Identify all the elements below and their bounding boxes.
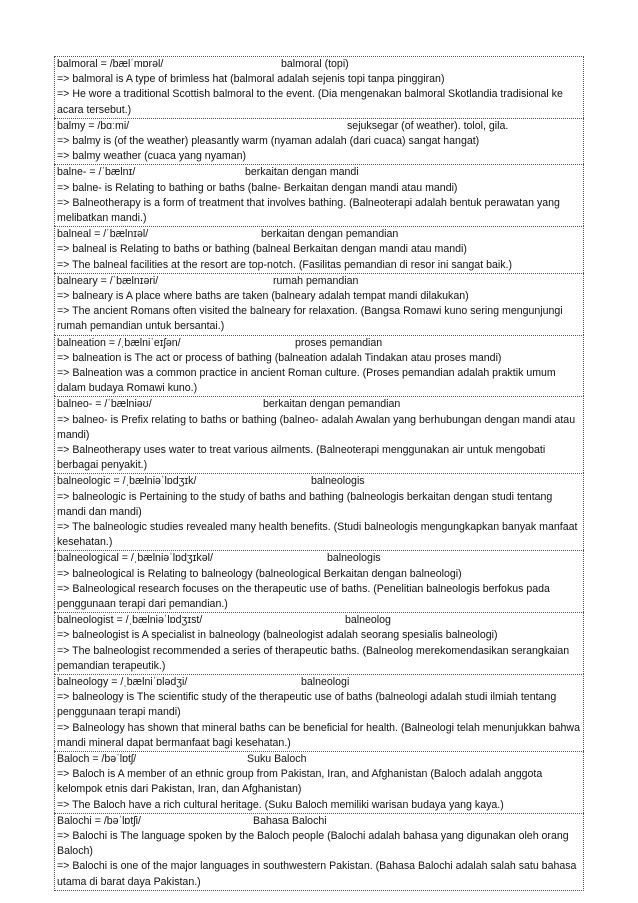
entry-example: => The balneologic studies revealed many health benefits. (Studi balneologis mengungkapkan banyak manfaat kesehatan.) [57, 520, 578, 549]
entry-term: balne- = /ˈbælnɪ/ [57, 166, 136, 179]
entry-term: balneologic = /ˌbælniəˈlɒdʒɪk/ [57, 475, 197, 488]
entry-balneation [54, 335, 584, 397]
entry-example: => The ancient Romans often visited the balneary for relaxation. (Bangsa Romawi kuno sering mengunjungi rumah pemandian untuk bersantai.) [57, 305, 563, 333]
entry-balneologist [54, 612, 584, 674]
entry-definition: => balmy is (of the weather) pleasantly warm (nyaman adalah (dari cuaca) sangat hangat) [57, 134, 480, 147]
entry-term: balneology = /ˌbælniˈɒlədʒi/ [57, 675, 188, 688]
entry-balneology [54, 674, 584, 751]
entry-translation: berkaitan dengan mandi [245, 166, 359, 179]
entry-term: balneo- = /ˈbælniəʊ/ [57, 398, 152, 411]
entry-term: balneary = /ˈbælnɪəri/ [57, 274, 159, 287]
entry-definition: => balne- is Relating to bathing or baths (balne- Berkaitan dengan mandi atau mandi) [57, 181, 458, 194]
entry-headline [57, 613, 583, 628]
entry-translation: balneologis [327, 552, 381, 565]
entry-balneal [54, 226, 584, 273]
entry-balne [54, 164, 584, 226]
entry-definition: => balmoral is A type of brimless hat (balmoral adalah sejenis topi tanpa pinggiran) [57, 73, 445, 86]
entry-example: => Balneology has shown that mineral baths can be beneficial for health. (Balneologi telah menunjukkan bahwa mandi mineral dapat bermanfaat bagi kesehatan.) [57, 721, 580, 749]
entry-headline [57, 336, 583, 351]
entry-definition: => Baloch is A member of an ethnic group from Pakistan, Iran, and Afghanistan (Baloch adalah anggota kelompok etnis dari Pakistan, Iran, dan Afghanistan) [57, 768, 543, 796]
entry-example: => The balneal facilities at the resort are top-notch. (Fasilitas pemandian di resor ini sangat baik.) [57, 258, 512, 271]
entry-term: Baloch = /bəˈlɒtʃ/ [57, 752, 137, 765]
entry-definition: => balneological is Relating to balneology (balneological Berkaitan dengan balneologi) [57, 567, 462, 580]
entry-translation: balmoral (topi) [281, 58, 349, 70]
entry-baloch [54, 751, 584, 813]
entry-balmy [54, 118, 584, 165]
entry-translation: balneologi [301, 675, 350, 688]
entry-headline [57, 814, 583, 829]
entry-example: => balmy weather (cuaca yang nyaman) [57, 150, 247, 163]
entry-balneological [54, 550, 584, 612]
entry-example: => Balneotherapy is a form of treatment that involves bathing. (Balneoterapi adalah bentuk perawatan yang melibatkan mandi.) [57, 196, 560, 224]
entry-definition: => balneation is The act or process of bathing (balneation adalah Tindakan atau proses mandi) [57, 351, 502, 364]
entry-translation: rumah pemandian [273, 274, 359, 287]
entry-term: Balochi = /bəˈlɒtʃi/ [57, 814, 141, 827]
entry-definition: => balneologic is Pertaining to the study of baths and bathing (balneologis berkaitan dengan studi tentang mandi dan mandi) [57, 490, 553, 518]
entry-term: balneal = /ˈbælnɪəl/ [57, 228, 149, 241]
entry-translation: Bahasa Balochi [253, 814, 327, 827]
entry-example: => Balneological research focuses on the therapeutic use of baths. (Penelitian balneologis berfokus pada penggunaan terapi dari pemandian.) [57, 582, 550, 610]
entry-headline [57, 274, 583, 289]
entry-example: => He wore a traditional Scottish balmoral to the event. (Dia mengenakan balmoral Skotlandia tradisional ke acara tersebut.) [57, 88, 563, 116]
entry-headline [57, 675, 583, 690]
entry-example: => The balneologist recommended a series of therapeutic baths. (Balneolog merekomendasikan serangkaian pemandian terapeutik.) [57, 644, 570, 672]
entry-definition: => balneal is Relating to baths or bathing (balneal Berkaitan dengan mandi atau mandi) [57, 243, 467, 256]
entry-term: balneological = /ˌbælniəˈlɒdʒɪkəl/ [57, 552, 213, 565]
vocabulary-document [54, 56, 584, 891]
entry-translation: sejuksegar (of weather). tolol, gila. [347, 119, 509, 132]
entry-example: => Balneation was a common practice in ancient Roman culture. (Proses pemandian adalah praktik umum dalam budaya Romawi kuno.) [57, 366, 556, 395]
entry-definition: => balneo- is Prefix relating to baths or bathing (balneo- adalah Awalan yang berhubungan dengan mandi atau mandi) [57, 413, 576, 441]
entry-example: => The Baloch have a rich cultural heritage. (Suku Baloch memiliki warisan budaya yang kaya.) [57, 798, 504, 811]
entry-headline [57, 165, 583, 180]
entry-headline [57, 227, 583, 242]
entry-headline [57, 57, 583, 72]
entry-definition: => balneologist is A specialist in balneology (balneologist adalah seorang spesialis balneologi) [57, 629, 498, 642]
entry-translation: balneologis [311, 475, 365, 488]
entry-example: => Balneotherapy uses water to treat various ailments. (Balneoterapi menggunakan air untuk mengobati berbagai penyakit.) [57, 443, 546, 472]
entry-term: balneologist = /ˌbælniəˈlɒdʒɪst/ [57, 614, 203, 627]
entry-example: => Balochi is one of the major languages in southwestern Pakistan. (Bahasa Balochi adalah salah satu bahasa utama di barat daya Pakistan.) [57, 860, 577, 888]
entry-definition: => balneary is A place where baths are taken (balneary adalah tempat mandi dilakukan) [57, 289, 469, 302]
entry-balochi [54, 813, 584, 891]
entry-translation: Suku Baloch [247, 752, 307, 765]
entry-balneologic [54, 473, 584, 550]
entry-term: balmoral = /bælˈmɒrəl/ [57, 58, 164, 70]
entry-balneary [54, 273, 584, 335]
entry-headline [57, 474, 583, 489]
entry-headline [57, 397, 583, 412]
entry-definition: => balneology is The scientific study of the therapeutic use of baths (balneologi adalah studi ilmiah tentang penggunaan terapi mandi) [57, 691, 557, 719]
entry-translation: berkaitan dengan pemandian [261, 228, 399, 241]
entry-translation: balneolog [345, 614, 391, 627]
entry-definition: => Balochi is The language spoken by the Baloch people (Balochi adalah bahasa yang digunakan oleh orang Baloch) [57, 829, 569, 858]
entry-term: balneation = /ˌbælniˈeɪʃən/ [57, 336, 181, 349]
entry-headline [57, 119, 583, 134]
entry-headline [57, 551, 583, 566]
entry-balmoral [54, 56, 584, 118]
entry-balneo [54, 396, 584, 473]
entry-translation: berkaitan dengan pemandian [263, 398, 401, 411]
entry-headline [57, 752, 583, 767]
entry-translation: proses pemandian [295, 336, 383, 349]
entry-term: balmy = /bɑːmi/ [57, 119, 130, 132]
